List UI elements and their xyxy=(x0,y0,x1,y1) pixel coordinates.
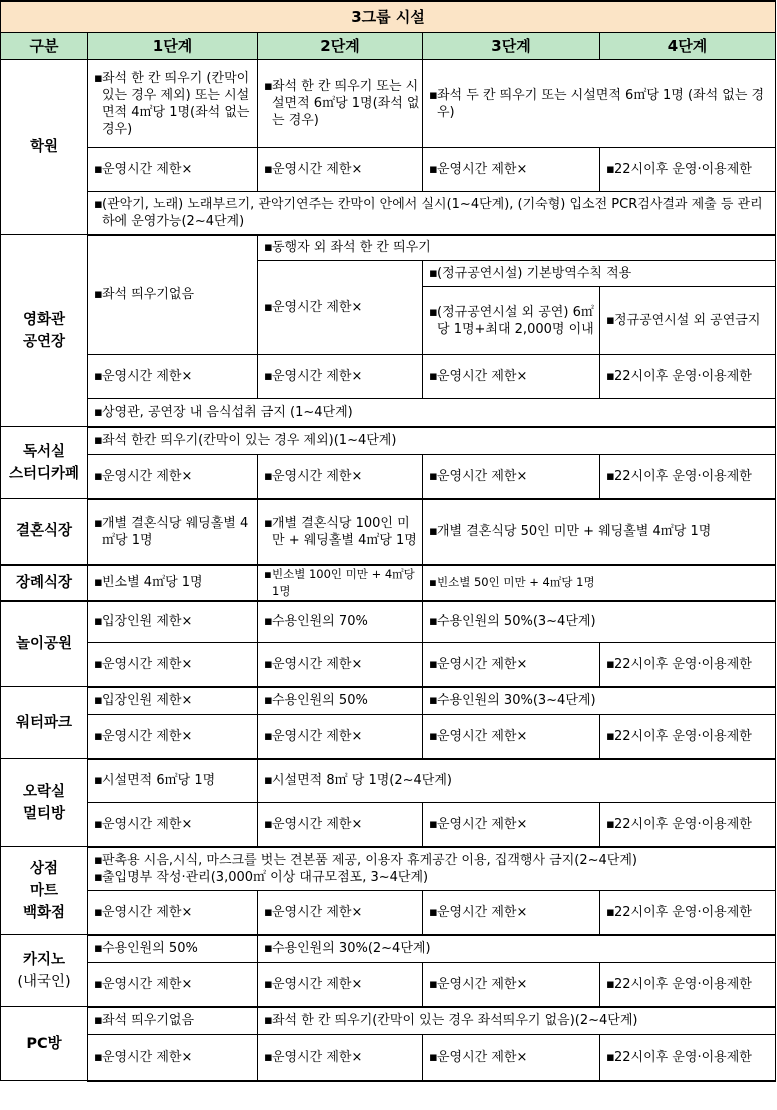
amusement-stage2-hours: ▪운영시간 제한× xyxy=(258,643,423,687)
cinema-stage3-hours: ▪운영시간 제한× xyxy=(423,355,600,399)
pc-stage3-hours: ▪운영시간 제한× xyxy=(423,1035,600,1081)
category-arcade: 오락실 멀티방 xyxy=(1,759,88,847)
category-academy: 학원 xyxy=(1,60,88,235)
waterpark-stage1-capacity: ▪입장인원 제한× xyxy=(88,687,258,715)
academy-stage3-hours: ▪운영시간 제한× xyxy=(423,148,600,192)
reading-stage1-hours: ▪운영시간 제한× xyxy=(88,455,258,499)
header-stage-4: 4단계 xyxy=(600,33,776,60)
cinema-stage4-hours: ▪22시이후 운영·이용제한 xyxy=(600,355,776,399)
table-title: 3그룹 시설 xyxy=(1,1,776,33)
reading-stage14-seating: ▪좌석 한칸 띄우기(칸막이 있는 경우 제외)(1~4단계) xyxy=(88,427,776,455)
waterpark-stage4-hours: ▪22시이후 운영·이용제한 xyxy=(600,715,776,759)
cinema-stage3-other: ▪(정규공연시설 외 공연) 6㎡당 1명+최대 2,000명 이내 xyxy=(423,287,600,355)
header-category: 구분 xyxy=(1,33,88,60)
casino-stage24: ▪수용인원의 30%(2~4단계) xyxy=(258,935,776,963)
academy-stage1-seating: ▪좌석 한 칸 띄우기 (칸막이 있는 경우 제외) 또는 시설면적 4㎡당 1명(좌석 없는 경우) xyxy=(88,60,258,148)
store-stage2-hours: ▪운영시간 제한× xyxy=(258,891,423,935)
funeral-stage34: ▪빈소별 50인 미만 + 4㎡당 1명 xyxy=(423,565,776,601)
store-stage4-hours: ▪22시이후 운영·이용제한 xyxy=(600,891,776,935)
cinema-stage4-other: ▪정규공연시설 외 공연금지 xyxy=(600,287,776,355)
cinema-stage34-regular: ▪(정규공연시설) 기본방역수칙 적용 xyxy=(423,261,776,287)
store-note-2: ▪출입명부 작성·관리(3,000㎡ 이상 대규모점포, 3~4단계) xyxy=(94,869,429,885)
funeral-stage1: ▪빈소별 4㎡당 1명 xyxy=(88,565,258,601)
amusement-stage3-hours: ▪운영시간 제한× xyxy=(423,643,600,687)
casino-stage4-hours: ▪22시이후 운영·이용제한 xyxy=(600,963,776,1007)
arcade-stage1-hours: ▪운영시간 제한× xyxy=(88,803,258,847)
waterpark-stage2-hours: ▪운영시간 제한× xyxy=(258,715,423,759)
wedding-stage2: ▪개별 결혼식당 100인 미만 + 웨딩홀별 4㎡당 1명 xyxy=(258,499,423,565)
cinema-stage2-hours-b: ▪운영시간 제한× xyxy=(258,355,423,399)
category-casino: 카지노 (내국인) xyxy=(1,935,88,1007)
reading-stage2-hours: ▪운영시간 제한× xyxy=(258,455,423,499)
amusement-stage1-capacity: ▪입장인원 제한× xyxy=(88,601,258,643)
cinema-note: ▪상영관, 공연장 내 음식섭취 금지 (1~4단계) xyxy=(88,399,776,427)
category-water-park: 워터파크 xyxy=(1,687,88,759)
category-wedding-hall: 결혼식장 xyxy=(1,499,88,565)
academy-stage1-hours: ▪운영시간 제한× xyxy=(88,148,258,192)
amusement-stage4-hours: ▪22시이후 운영·이용제한 xyxy=(600,643,776,687)
category-cinema: 영화관 공연장 xyxy=(1,235,88,427)
category-funeral-hall: 장례식장 xyxy=(1,565,88,601)
cinema-stage24-seating: ▪동행자 외 좌석 한 칸 띄우기 xyxy=(258,235,776,261)
pc-stage1: ▪좌석 띄우기없음 xyxy=(88,1007,258,1035)
category-pc-cafe: PC방 xyxy=(1,1007,88,1081)
store-notes xyxy=(88,847,776,891)
store-stage3-hours: ▪운영시간 제한× xyxy=(423,891,600,935)
pc-stage24: ▪좌석 한 칸 띄우기(칸막이 있는 경우 좌석띄우기 없음)(2~4단계) xyxy=(258,1007,776,1035)
pc-stage1-hours: ▪운영시간 제한× xyxy=(88,1035,258,1081)
academy-note: ▪(관악기, 노래) 노래부르기, 관악기연주는 칸막이 안에서 실시(1~4단계), (기숙형) 입소전 PCR검사결과 제출 등 관리 하에 운영가능(2~4단계) xyxy=(88,192,776,235)
casino-stage1: ▪수용인원의 50% xyxy=(88,935,258,963)
wedding-stage34: ▪개별 결혼식당 50인 미만 + 웨딩홀별 4㎡당 1명 xyxy=(423,499,776,565)
waterpark-stage1-hours: ▪운영시간 제한× xyxy=(88,715,258,759)
category-reading-room: 독서실 스터디카페 xyxy=(1,427,88,499)
store-note-1: ▪판촉용 시음,시식, 마스크를 벗는 견본품 제공, 이용자 휴게공간 이용, 집객행사 금지(2~4단계) xyxy=(94,852,637,868)
category-amusement-park: 놀이공원 xyxy=(1,601,88,687)
amusement-stage34-capacity: ▪수용인원의 50%(3~4단계) xyxy=(423,601,776,643)
header-stage-2: 2단계 xyxy=(258,33,423,60)
cinema-stage1-seating: ▪좌석 띄우기없음 xyxy=(88,235,258,355)
cinema-stage2-hours: ▪운영시간 제한× xyxy=(258,261,423,355)
pc-stage4-hours: ▪22시이후 운영·이용제한 xyxy=(600,1035,776,1081)
arcade-stage1: ▪시설면적 6㎡당 1명 xyxy=(88,759,258,803)
waterpark-stage2-capacity: ▪수용인원의 50% xyxy=(258,687,423,715)
casino-stage2-hours: ▪운영시간 제한× xyxy=(258,963,423,1007)
waterpark-stage3-hours: ▪운영시간 제한× xyxy=(423,715,600,759)
arcade-stage2-hours: ▪운영시간 제한× xyxy=(258,803,423,847)
casino-stage3-hours: ▪운영시간 제한× xyxy=(423,963,600,1007)
casino-stage1-hours: ▪운영시간 제한× xyxy=(88,963,258,1007)
arcade-stage4-hours: ▪22시이후 운영·이용제한 xyxy=(600,803,776,847)
wedding-stage1: ▪개별 결혼식당 웨딩홀별 4㎡당 1명 xyxy=(88,499,258,565)
cinema-stage1-hours: ▪운영시간 제한× xyxy=(88,355,258,399)
header-stage-1: 1단계 xyxy=(88,33,258,60)
academy-stage4-hours: ▪22시이후 운영·이용제한 xyxy=(600,148,776,192)
arcade-stage24: ▪시설면적 8㎡ 당 1명(2~4단계) xyxy=(258,759,776,803)
academy-stage2-seating: ▪좌석 한 칸 띄우기 또는 시설면적 6㎡당 1명(좌석 없는 경우) xyxy=(258,60,423,148)
academy-stage34-seating: ▪좌석 두 칸 띄우기 또는 시설면적 6㎡당 1명 (좌석 없는 경우) xyxy=(423,60,776,148)
waterpark-stage34-capacity: ▪수용인원의 30%(3~4단계) xyxy=(423,687,776,715)
header-stage-3: 3단계 xyxy=(423,33,600,60)
pc-stage2-hours: ▪운영시간 제한× xyxy=(258,1035,423,1081)
funeral-stage2: ▪빈소별 100인 미만 + 4㎡당 1명 xyxy=(258,565,423,601)
arcade-stage3-hours: ▪운영시간 제한× xyxy=(423,803,600,847)
category-store: 상점 마트 백화점 xyxy=(1,847,88,935)
amusement-stage2-capacity: ▪수용인원의 70% xyxy=(258,601,423,643)
store-stage1-hours: ▪운영시간 제한× xyxy=(88,891,258,935)
reading-stage4-hours: ▪22시이후 운영·이용제한 xyxy=(600,455,776,499)
amusement-stage1-hours: ▪운영시간 제한× xyxy=(88,643,258,687)
academy-stage2-hours: ▪운영시간 제한× xyxy=(258,148,423,192)
reading-stage3-hours: ▪운영시간 제한× xyxy=(423,455,600,499)
